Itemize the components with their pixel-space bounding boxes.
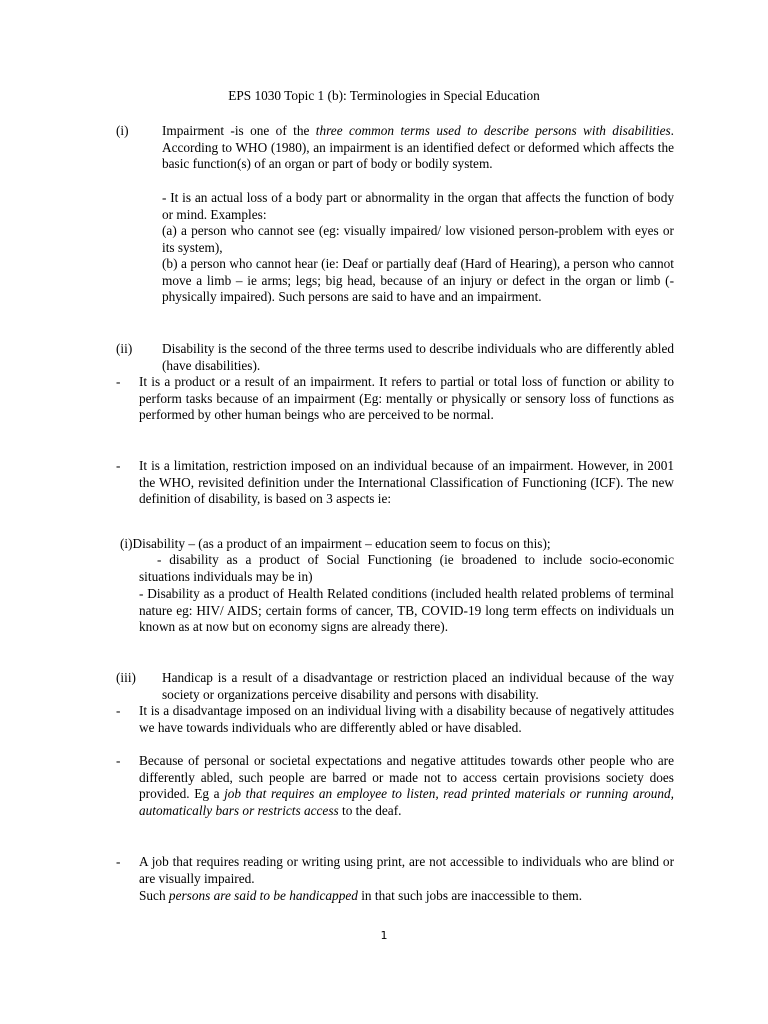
- impairment-intro: Impairment -is one of the: [162, 123, 316, 138]
- expectations-text: Because of personal or societal expectations and negative attitudes towards other people who are differently abled, such people are barred or made not to access certain provisions society does provided. Eg a: [139, 753, 674, 802]
- bullet-dash: -: [116, 854, 121, 869]
- aspect-health-conditions: - Disability as a product of Health Related conditions (included health related problems of terminal nature eg: HIV/ AIDS; certain forms of cancer, TB, COVID-19 long term effects on individuals un known as at now but on economy signs are already there).: [139, 586, 674, 635]
- document-title: EPS 1030 Topic 1 (b): Terminologies in Special Education: [228, 88, 540, 103]
- handicap-bullet-print-jobs: A job that requires reading or writing using print, are not accessible to individuals who are blind or are visually impaired.: [139, 854, 674, 886]
- conclusion-end: in that such jobs are inaccessible to them.: [357, 888, 583, 903]
- impairment-who-definition: . According to WHO (1980), an impairment is an identified defect or deformed which affects the basic function(s) of an organ or part of body or bodily system.: [162, 123, 674, 172]
- page-number: 1: [380, 929, 388, 942]
- handicap-bullet-expectations: [139, 753, 674, 819]
- section-i-definition: [162, 123, 674, 173]
- handicapped-conclusion: [139, 888, 674, 905]
- disability-bullet-product: It is a product or a result of an impairment. It refers to partial or total loss of function or ability to perform tasks because of an impairment (Eg: mentally or physically or sensory loss of functions as performed by other human beings who are perceived to be normal.: [139, 374, 674, 423]
- bullet-dash: -: [116, 374, 121, 389]
- conclusion-start: Such: [139, 888, 169, 903]
- handicap-bullet-disadvantage: It is a disadvantage imposed on an individual living with a disability because of negatively attitudes we have towards individuals who are differently abled or have disabled.: [139, 703, 674, 735]
- impairment-example-b: (b) a person who cannot hear (ie: Deaf or partially deaf (Hard of Hearing), a person who cannot move a limb – ie arms; legs; big head, because of an injury or defect in the organ or limb (-physically impaired). Such persons are said to have and an impairment.: [162, 256, 674, 305]
- aspect-impairment: (i)Disability – (as a product of an impairment – education seem to focus on this);: [120, 536, 551, 551]
- section-ii-marker: (ii): [116, 341, 133, 356]
- impairment-actual-loss: - It is an actual loss of a body part or abnormality in the organ that affects the function of body or mind. Examples:: [162, 190, 674, 222]
- bullet-dash: -: [116, 703, 121, 718]
- conclusion-italic: persons are said to be handicapped: [168, 888, 358, 903]
- bullet-dash: -: [116, 458, 121, 473]
- impairment-italic-phrase: three common terms used to describe persons with disabilities: [315, 123, 671, 138]
- section-iii-marker: (iii): [116, 670, 136, 685]
- impairment-example-a: (a) a person who cannot see (eg: visually impaired/ low visioned person-problem with eyes or its system),: [162, 223, 674, 255]
- handicap-definition: Handicap is a result of a disadvantage or restriction placed an individual because of the way society or organizations perceive disability and persons with disability.: [162, 670, 674, 702]
- expectations-end: to the deaf.: [338, 802, 402, 818]
- section-i-marker: (i): [116, 123, 129, 138]
- disability-bullet-limitation: It is a limitation, restriction imposed on an individual because of an impairment. However, in 2001 the WHO, revisited definition under the International Classification of Functioning (ICF). The new definition of disability, is based on 3 aspects ie:: [139, 458, 674, 507]
- bullet-dash: -: [116, 753, 121, 768]
- disability-definition: Disability is the second of the three terms used to describe individuals who are differently abled (have disabilities).: [162, 341, 674, 373]
- job-example-italic: job that requires an employee to listen, read printed materials or running around, automatically bars or restricts access: [139, 786, 674, 818]
- aspect-social-functioning: - disability as a product of Social Functioning (ie broadened to include socio-economic situations individuals may be in): [139, 552, 674, 584]
